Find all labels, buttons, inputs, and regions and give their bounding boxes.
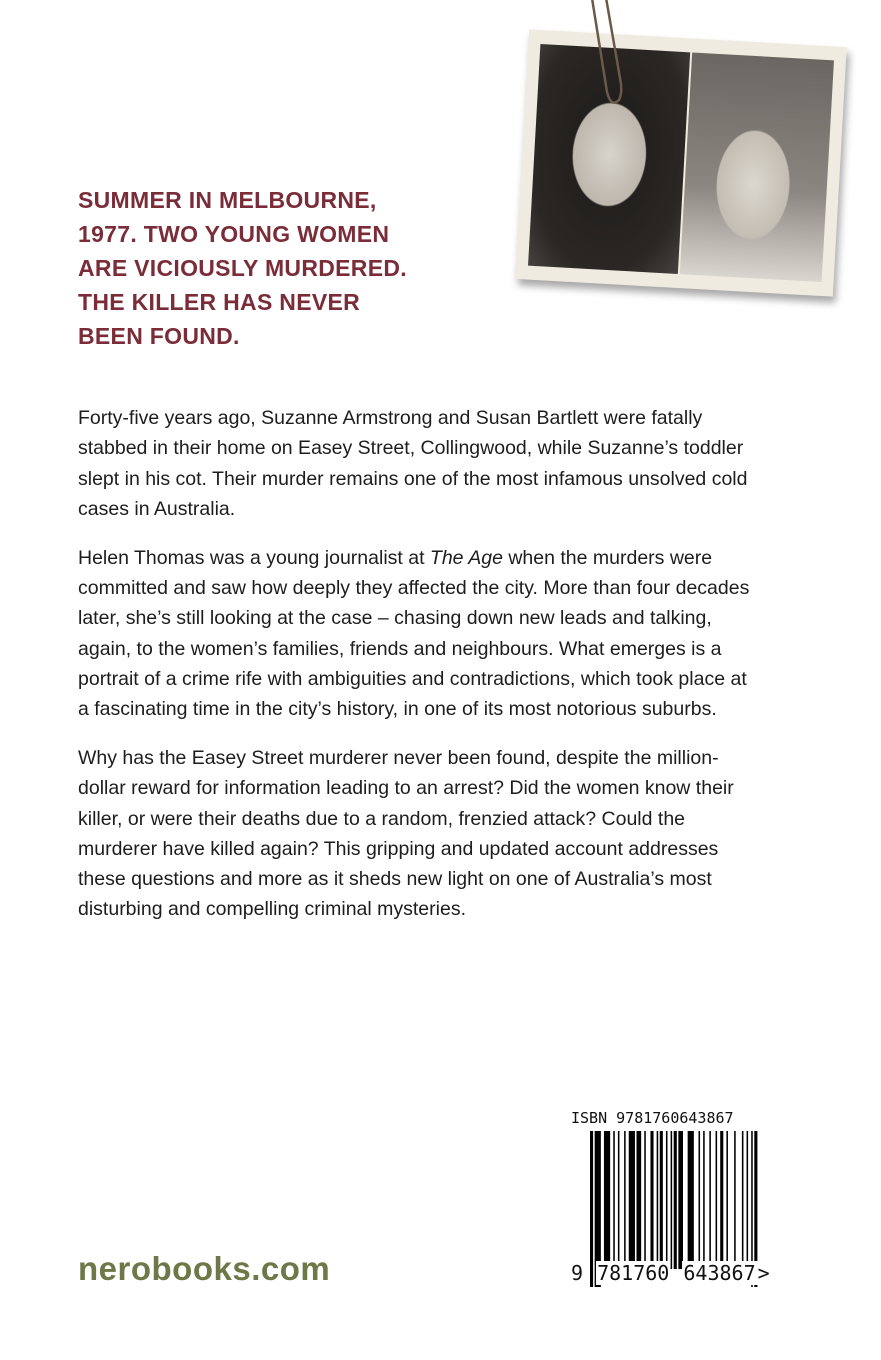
text: when the murders were committed and saw how deeply they affected the city. More than four decades later, she’s still looking at the case – chasing down new leads and talking, again, to the women’s families, friends and neighbours. What emerges is a portrait of a crime rife with ambiguities and contradictions, which took place at a fascinating time in the city’s history, in one of its most notorious suburbs. — [78, 546, 750, 721]
barcode-bar — [666, 1131, 668, 1269]
barcode-bar — [709, 1131, 711, 1269]
headline-line: SUMMER IN MELBOURNE, — [78, 187, 377, 213]
publisher-url: nerobooks.com — [78, 1250, 331, 1287]
barcode-bar — [720, 1131, 723, 1269]
barcode-bar — [660, 1131, 663, 1269]
barcode-bar — [624, 1131, 626, 1269]
barcode-digit: 643867 — [683, 1261, 756, 1285]
text: Helen Thomas was a young journalist at — [78, 546, 430, 569]
blurb-paragraph: Why has the Easey Street murderer never been found, despite the million-dollar reward for information leading to an arrest? Did the women know their killer, or were their deaths due to a random, frenzied attack? Could the murderer have killed again? This gripping and updated account addresses these questions and more as it sheds new light on one of Australia’s most disturbing and compelling criminal mysteries. — [78, 746, 734, 921]
blurb-paragraph — [78, 543, 753, 725]
barcode-bar — [650, 1131, 653, 1269]
blurb — [78, 403, 753, 943]
barcode-bar — [688, 1131, 694, 1269]
barcode-bar — [716, 1131, 718, 1269]
barcode-bar — [674, 1131, 677, 1269]
barcode-bar — [747, 1131, 749, 1269]
barcode-bar — [618, 1131, 620, 1269]
barcode-digit: 781760 — [597, 1261, 670, 1285]
newspaper-title: The Age — [429, 546, 503, 569]
barcode-bar — [703, 1131, 705, 1269]
barcode-bar — [637, 1131, 642, 1269]
headline-line: THE KILLER HAS NEVER — [78, 289, 361, 315]
barcode-bar — [726, 1131, 728, 1269]
victims-photo — [515, 29, 846, 296]
photo-right-woman — [680, 52, 834, 282]
barcode-bar — [644, 1131, 646, 1269]
headline-line: 1977. TWO YOUNG WOMEN — [78, 221, 390, 247]
barcode-bar — [671, 1131, 673, 1269]
paperclip-icon — [585, 0, 623, 110]
isbn-label: ISBN 9781760643867 — [571, 1109, 734, 1127]
barcode-bar — [629, 1131, 635, 1269]
headline — [78, 183, 458, 353]
barcode-bar — [734, 1131, 736, 1269]
headline-line: BEEN FOUND. — [78, 323, 240, 349]
barcode-bar — [699, 1131, 701, 1269]
barcode-digit: 9 — [571, 1261, 584, 1285]
barcode-bar — [657, 1131, 659, 1269]
barcode-digits — [570, 1261, 771, 1285]
blurb-paragraph: Forty-five years ago, Suzanne Armstrong and Susan Bartlett were fatally stabbed in their home on Easey Street, Collingwood, while Suzanne’s toddler slept in his cot. Their murder remains one of the most infamous unsolved cold cases in Australia. — [78, 407, 748, 520]
barcode-digit: > — [757, 1261, 770, 1285]
barcode-bar — [613, 1131, 615, 1269]
barcode-bar — [678, 1131, 683, 1269]
barcode-bar — [604, 1131, 610, 1269]
headline-line: ARE VICIOUSLY MURDERED. — [78, 255, 407, 281]
barcode-bar — [742, 1131, 744, 1269]
